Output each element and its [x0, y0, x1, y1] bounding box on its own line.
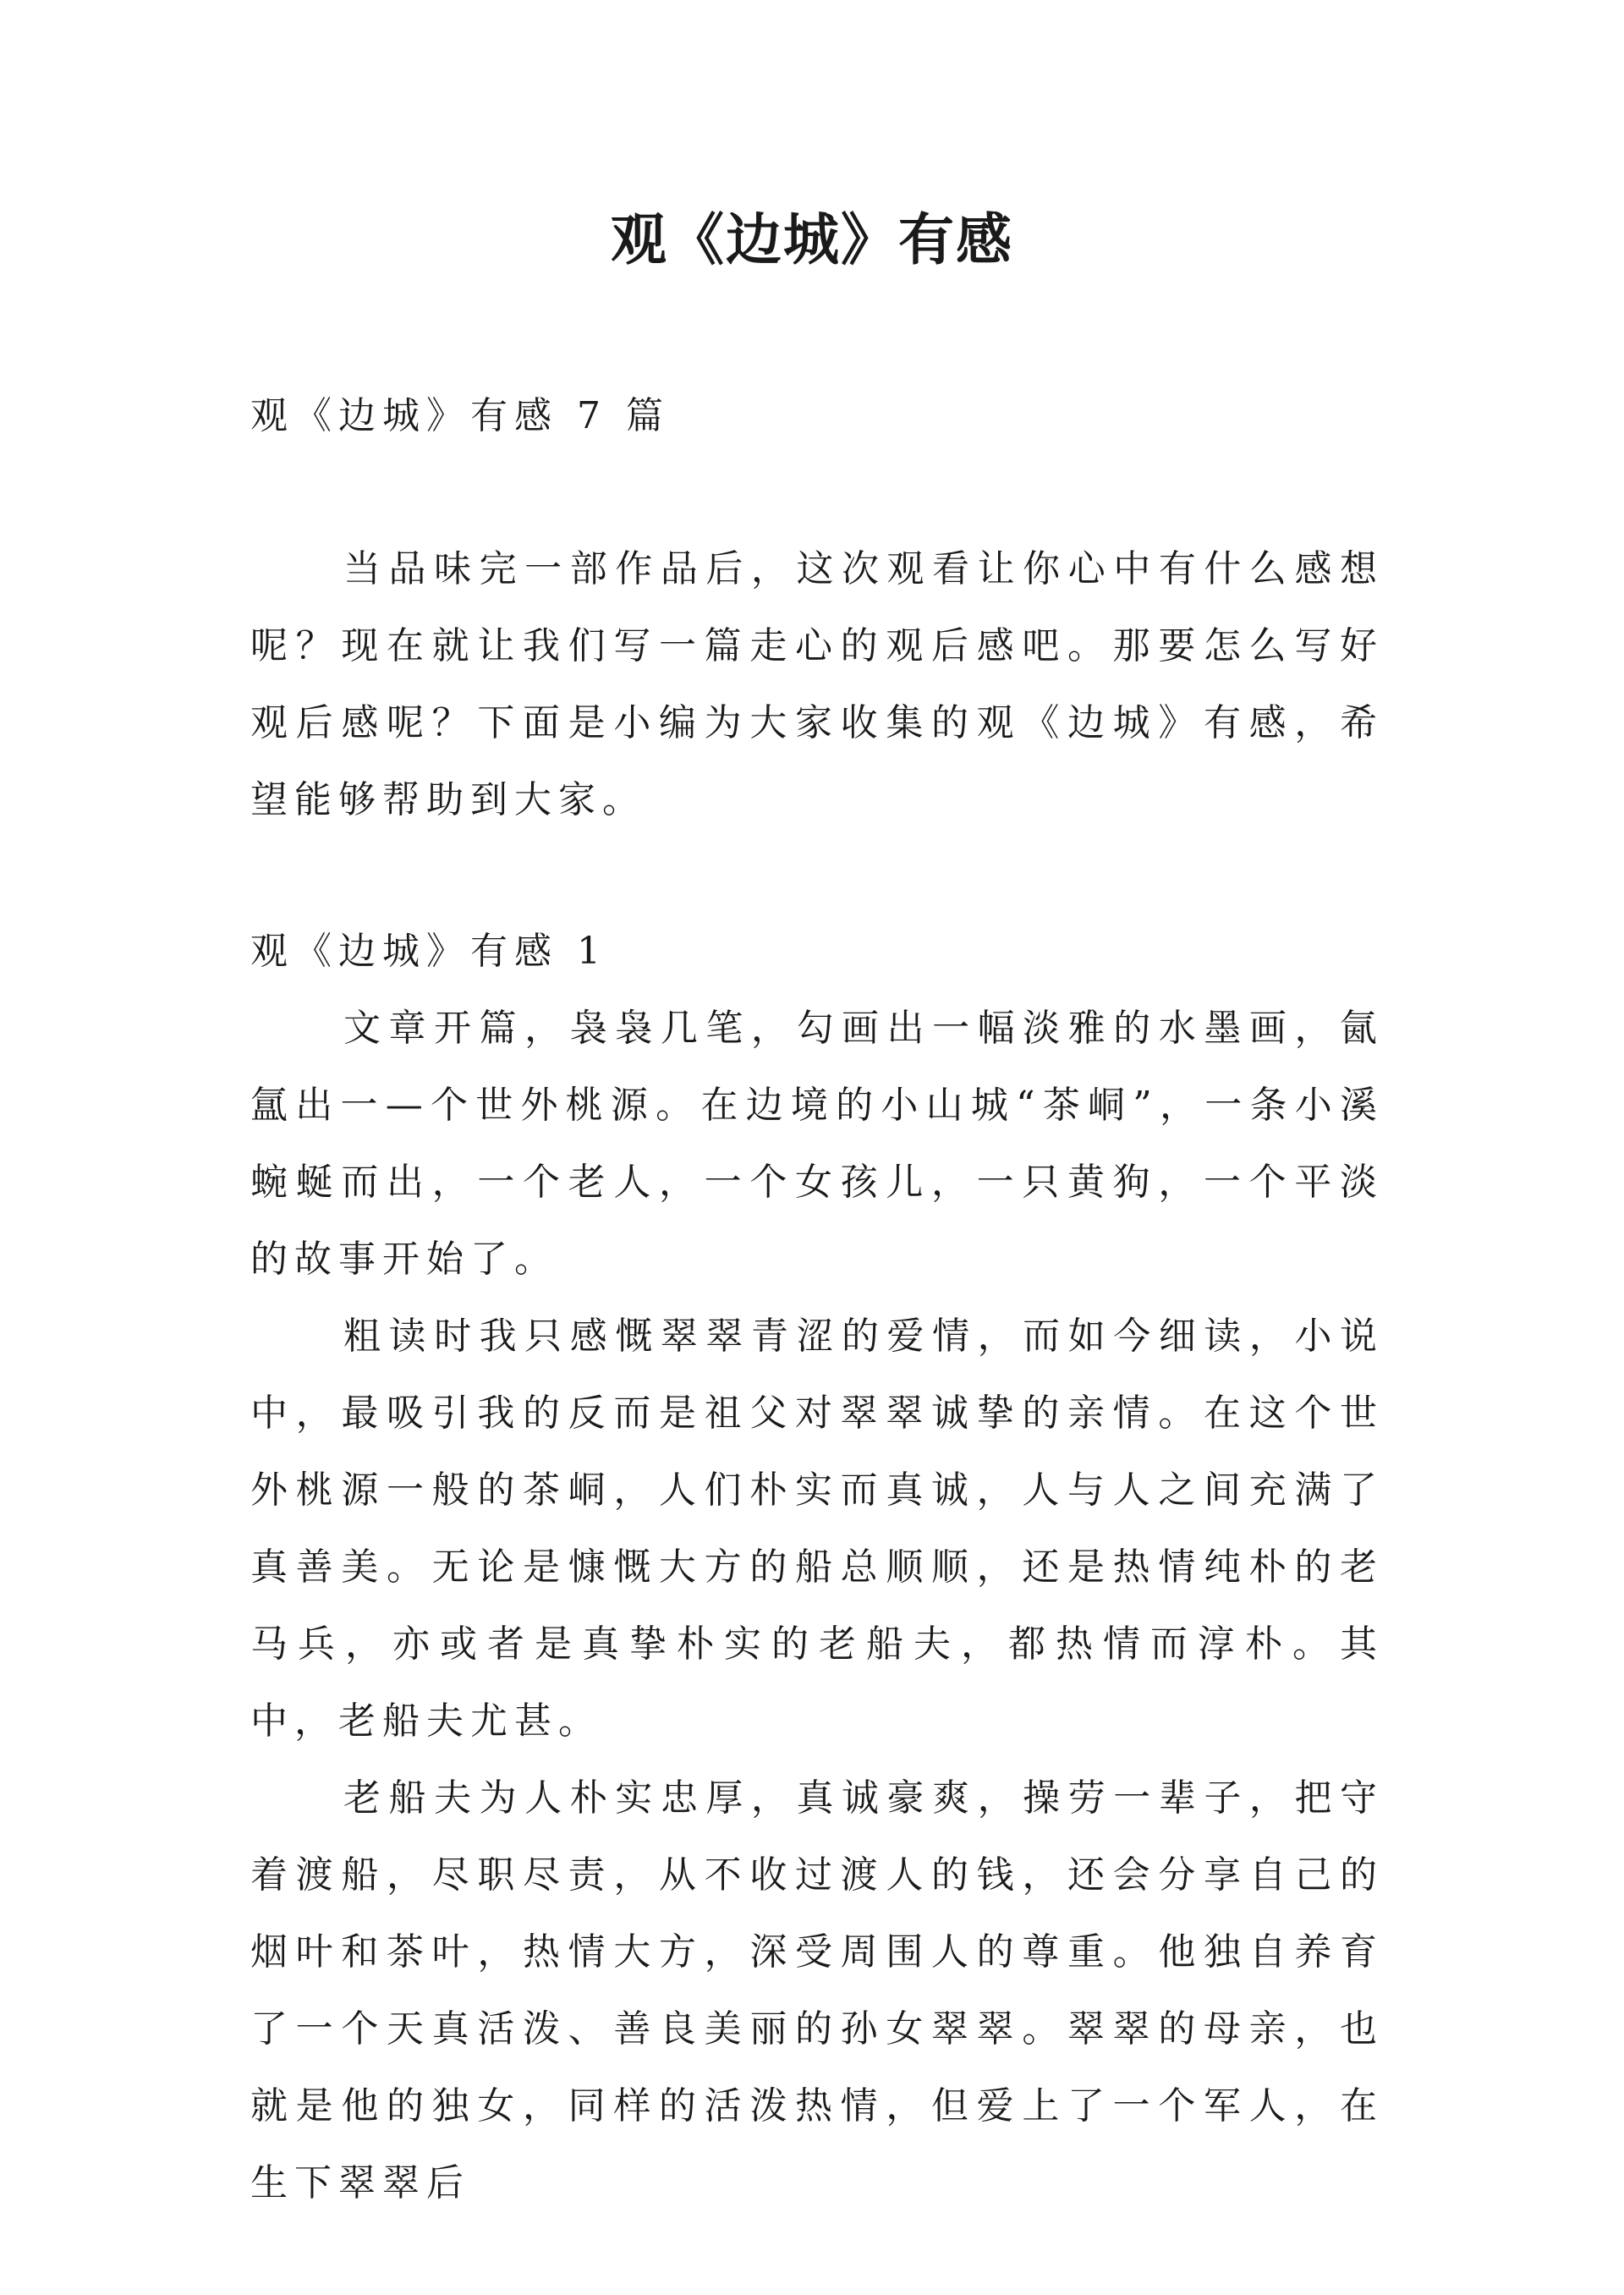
intro-paragraph: 当品味完一部作品后，这次观看让你心中有什么感想呢？现在就让我们写一篇走心的观后感吧。那要怎么写好观后感呢？下面是小编为大家收集的观《边城》有感，希望能够帮助到大家。	[250, 547, 1384, 821]
document-subtitle: 观《边城》有感 7 篇	[250, 394, 670, 437]
body-paragraph-1: 文章开篇，袅袅几笔，勾画出一幅淡雅的水墨画，氤氲出一—个世外桃源。在边境的小山城“茶峒”，一条小溪蜿蜒而出，一个老人，一个女孩儿，一只黄狗，一个平淡的故事开始了。	[250, 1007, 1384, 1281]
body-paragraph-3: 老船夫为人朴实忠厚，真诚豪爽，操劳一辈子，把守着渡船，尽职尽责，从不收过渡人的钱，还会分享自己的烟叶和茶叶，热情大方，深受周围人的尊重。他独自养育了一个天真活泼、善良美丽的孙女翠翠。翠翠的母亲，也就是他的独女，同样的活泼热情，但爱上了一个军人，在生下翠翠后	[250, 1776, 1384, 2204]
section-body	[250, 990, 1384, 2221]
body-paragraph-2: 粗读时我只感慨翠翠青涩的爱情，而如今细读，小说中，最吸引我的反而是祖父对翠翠诚挚的亲情。在这个世外桃源一般的茶峒，人们朴实而真诚，人与人之间充满了真善美。无论是慷慨大方的船总顺顺，还是热情纯朴的老马兵，亦或者是真挚朴实的老船夫，都热情而淳朴。其中，老船夫尤甚。	[250, 1315, 1384, 1743]
section-heading: 观《边城》有感 1	[250, 930, 607, 973]
document-title: 观《边城》有感	[611, 206, 1013, 272]
